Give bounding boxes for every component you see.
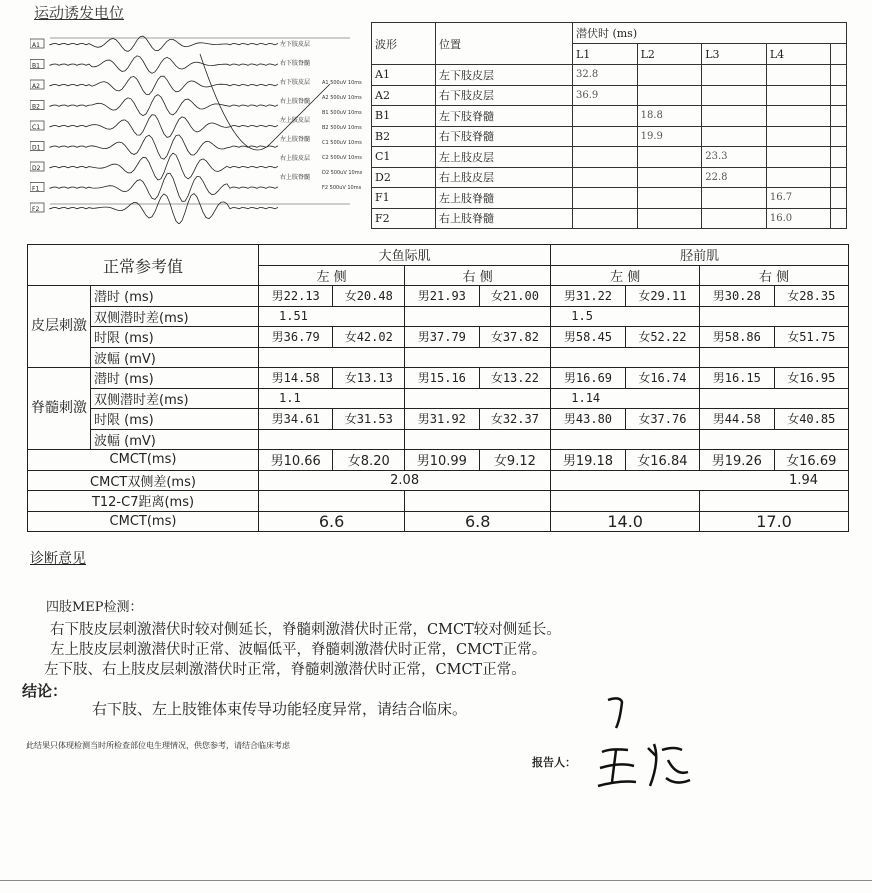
- latency-cell-l4: 16.0: [766, 208, 831, 229]
- latency-row: [372, 208, 847, 229]
- latency-cell-wave: C1: [372, 147, 436, 168]
- ref-cell: 男15.16: [405, 368, 479, 389]
- latency-cell-empty: [831, 85, 847, 106]
- latency-cell-l1: [572, 126, 637, 147]
- ref-row-label: 双侧潜时差(ms): [91, 388, 259, 409]
- latency-cell-empty: [831, 188, 847, 209]
- latency-cell-l3: [702, 208, 767, 229]
- latency-header-l4: L4: [766, 44, 831, 65]
- latency-cell-pos: 右下肢脊髓: [436, 126, 573, 147]
- ref-row-label: 潜时 (ms): [91, 368, 259, 389]
- ref-cell: 女37.82: [479, 327, 551, 348]
- latency-cell-l3: [702, 106, 767, 127]
- trace-label: A1: [32, 42, 40, 49]
- ref-cell: [700, 388, 849, 409]
- ref-cell: 女16.74: [625, 368, 699, 389]
- ref-cell: [405, 388, 551, 409]
- latency-table: [371, 22, 847, 229]
- latency-cell-l2: [637, 85, 702, 106]
- trace-line: [50, 56, 278, 74]
- ref-cell: 男16.69: [551, 368, 625, 389]
- latency-cell-l1: [572, 208, 637, 229]
- latency-cell-l1: [572, 147, 637, 168]
- latency-cell-l4: [766, 147, 831, 168]
- latency-cell-wave: A1: [372, 65, 436, 86]
- ref-cell: 女51.75: [774, 327, 848, 348]
- ref-cell: 男16.15: [700, 368, 774, 389]
- latency-cell-l2: [637, 208, 702, 229]
- trace-line: [50, 115, 278, 138]
- ref-cell: 女31.53: [333, 409, 405, 430]
- latency-cell-pos: 右上肢脊髓: [436, 208, 573, 229]
- trace-label: B2: [32, 103, 40, 111]
- latency-cell-wave: D2: [372, 167, 436, 188]
- ref-cell: [700, 347, 849, 368]
- cmct2-cell: 17.0: [700, 511, 849, 532]
- report-heading: 四肢MEP检测：: [46, 600, 143, 615]
- latency-cell-l2: [637, 188, 702, 209]
- ref-cell: 女13.13: [333, 368, 405, 389]
- channel-label: 左上肢皮层: [280, 117, 311, 124]
- trace-line: [50, 153, 278, 180]
- latency-cell-pos: 左下肢皮层: [436, 65, 573, 86]
- latency-cell-l1: 36.9: [572, 85, 637, 106]
- cmct-diff-2: 1.94: [551, 470, 849, 491]
- mep-waveform-panel: [30, 24, 370, 224]
- cmct2-cell: 6.8: [405, 511, 551, 532]
- t12-cell: [259, 491, 405, 512]
- ref-cell: 男31.22: [551, 286, 625, 307]
- latency-cell-l2: 18.8: [637, 106, 702, 127]
- latency-header-l3: L3: [702, 44, 767, 65]
- latency-cell-l3: [702, 126, 767, 147]
- latency-cell-l1: [572, 167, 637, 188]
- cmct-diff-1: 2.08: [259, 470, 551, 491]
- latency-cell-l1: [572, 188, 637, 209]
- ref-muscle-1: 大鱼际肌: [259, 245, 551, 266]
- report-line: 左下肢、右上肢皮层刺激潜伏时正常，脊髓刺激潜伏时正常，CMCT正常。: [44, 662, 526, 678]
- latency-cell-l2: [637, 65, 702, 86]
- latency-cell-l3: [702, 65, 767, 86]
- t12-cell: [700, 491, 849, 512]
- bottom-border: [0, 880, 872, 881]
- latency-cell-wave: A2: [372, 85, 436, 106]
- latency-cell-l1: 32.8: [572, 65, 637, 86]
- t12-label: T12-C7距离(ms): [28, 491, 259, 512]
- latency-cell-pos: 左下肢脊髓: [436, 106, 573, 127]
- ref-cell: [551, 429, 700, 450]
- cmct2-cell: 6.6: [259, 511, 405, 532]
- latency-cell-l3: 22.8: [702, 167, 767, 188]
- latency-row: [372, 65, 847, 86]
- latency-cell-l1: [572, 106, 637, 127]
- scale-label: C2 500uV 10ms: [322, 155, 362, 161]
- ref-cell: 女28.35: [774, 286, 848, 307]
- latency-cell-empty: [831, 65, 847, 86]
- scale-label: C1 500uV 10ms: [322, 140, 362, 146]
- latency-cell-l4: [766, 106, 831, 127]
- ref-cell: 女20.48: [333, 286, 405, 307]
- ref-cell: 男36.79: [259, 327, 333, 348]
- signature: [590, 690, 700, 790]
- cmct-cell: 女16.84: [625, 450, 699, 471]
- t12-cell: [551, 491, 700, 512]
- latency-cell-l4: [766, 126, 831, 147]
- t12-cell: [405, 491, 551, 512]
- latency-cell-pos: 右下肢皮层: [436, 85, 573, 106]
- ref-cell: [700, 429, 849, 450]
- ref-row-label: 双侧潜时差(ms): [91, 306, 259, 327]
- cmct-cell: 女16.69: [774, 450, 848, 471]
- latency-cell-empty: [831, 147, 847, 168]
- latency-cell-pos: 右上肢皮层: [436, 167, 573, 188]
- latency-cell-empty: [831, 126, 847, 147]
- ref-cell: 女29.11: [625, 286, 699, 307]
- ref-cell: 男14.58: [259, 368, 333, 389]
- ref-cell: 男30.28: [700, 286, 774, 307]
- trace-label: D2: [32, 165, 41, 172]
- ref-cell: [405, 429, 551, 450]
- latency-cell-l4: [766, 167, 831, 188]
- scale-label: B1 500uV 10ms: [322, 110, 362, 116]
- scale-label: A1 500uV 10ms: [322, 80, 362, 86]
- cmct-cell: 男10.99: [405, 450, 479, 471]
- channel-label: 左下肢皮层: [280, 41, 311, 48]
- latency-header-wave: 波形: [372, 23, 436, 65]
- channel-label: 左上肢脊髓: [280, 136, 311, 143]
- ref-cell: 1.14: [551, 388, 700, 409]
- channel-label: 右下肢皮层: [280, 79, 311, 86]
- trace-label: C1: [32, 124, 41, 131]
- report-line: 右下肢皮层刺激潜伏时较对侧延长，脊髓刺激潜伏时正常，CMCT较对侧延长。: [50, 622, 561, 638]
- section-title: 运动诱发电位: [34, 4, 125, 22]
- ref-cell: 男31.92: [405, 409, 479, 430]
- ref-cell: 男58.45: [551, 327, 625, 348]
- ref-row-label: 时限 (ms): [91, 327, 259, 348]
- trace-line: [50, 76, 278, 95]
- ref-cell: 1.51: [259, 306, 405, 327]
- ref-cell: 女42.02: [333, 327, 405, 348]
- ref-cell: [259, 347, 405, 368]
- channel-label: 右上肢脊髓: [280, 174, 311, 181]
- latency-cell-l3: 23.3: [702, 147, 767, 168]
- ref-cell: 男58.86: [700, 327, 774, 348]
- scale-label: B2 500uV 10ms: [322, 125, 362, 131]
- latency-header-l2: L2: [637, 44, 702, 65]
- cmct-label: CMCT(ms): [28, 450, 259, 471]
- latency-cell-l4: [766, 85, 831, 106]
- latency-header-pos: 位置: [436, 23, 573, 65]
- latency-cell-wave: B1: [372, 106, 436, 127]
- conclusion-text: 右下肢、左上肢锥体束传导功能轻度异常，请结合临床。: [92, 700, 468, 718]
- ref-cell: 女37.76: [625, 409, 699, 430]
- latency-cell-l3: [702, 85, 767, 106]
- latency-cell-pos: 左上肢皮层: [436, 147, 573, 168]
- ref-row-label: 波幅 (mV): [91, 347, 259, 368]
- ref-muscle-2: 胫前肌: [551, 245, 849, 266]
- cmct-cell: 女9.12: [479, 450, 551, 471]
- scale-label: F2 500uV 10ms: [322, 185, 362, 191]
- latency-cell-l4: [766, 65, 831, 86]
- ref-corner: 正常参考值: [28, 245, 259, 286]
- ref-cell: [700, 306, 849, 327]
- trace-label: F2: [32, 206, 40, 213]
- latency-row: [372, 188, 847, 209]
- ref-group-label: 脊髓刺激: [28, 368, 91, 450]
- ref-cell: 男37.79: [405, 327, 479, 348]
- latency-cell-empty: [831, 167, 847, 188]
- ref-cell: 女13.22: [479, 368, 551, 389]
- trace-line: [50, 36, 278, 51]
- ref-cell: 男43.80: [551, 409, 625, 430]
- latency-cell-wave: B2: [372, 126, 436, 147]
- latency-cell-wave: F2: [372, 208, 436, 229]
- ref-cell: [405, 347, 551, 368]
- cmct-cell: 女8.20: [333, 450, 405, 471]
- channel-label: 右上肢脊髓: [280, 98, 311, 105]
- channel-label: 右下肢脊髓: [280, 60, 311, 67]
- ref-cell: 男21.93: [405, 286, 479, 307]
- cmct2-label: CMCT(ms): [28, 511, 259, 532]
- cmct-diff-label: CMCT双侧差(ms): [28, 470, 259, 491]
- latency-row: [372, 147, 847, 168]
- reporter-label: 报告人：: [532, 756, 576, 769]
- ref-group-label: 皮层刺激: [28, 286, 91, 368]
- ref-cell: [259, 429, 405, 450]
- latency-cell-empty: [831, 106, 847, 127]
- latency-cell-l3: [702, 188, 767, 209]
- latency-cell-l2: 19.9: [637, 126, 702, 147]
- ref-right-2: 右 侧: [700, 265, 849, 286]
- reference-table: [27, 244, 849, 532]
- ref-cell: 女32.37: [479, 409, 551, 430]
- cmct-cell: 男19.18: [551, 450, 625, 471]
- ref-left-1: 左 侧: [259, 265, 405, 286]
- ref-cell: 男44.58: [700, 409, 774, 430]
- footnote: 此结果只体现检测当时所检查部位电生理情况，供您参考，请结合临床考虑: [26, 741, 290, 750]
- ref-cell: [551, 347, 700, 368]
- trace-line: [50, 95, 278, 116]
- conclusion-label: 结论：: [22, 682, 68, 700]
- cmct-cell: 男10.66: [259, 450, 333, 471]
- latency-row: [372, 167, 847, 188]
- trace-line: [50, 135, 278, 159]
- ref-cell: 女16.95: [774, 368, 848, 389]
- scale-label: D2 500uV 10ms: [322, 170, 363, 176]
- ref-row-label: 时限 (ms): [91, 409, 259, 430]
- latency-cell-l2: [637, 167, 702, 188]
- latency-cell-l2: [637, 147, 702, 168]
- report-line: 左上肢皮层刺激潜伏时正常、波幅低平，脊髓刺激潜伏时正常，CMCT正常。: [50, 642, 547, 658]
- trace-line: [50, 194, 278, 225]
- cmct-cell: 男19.26: [700, 450, 774, 471]
- ref-row-label: 波幅 (mV): [91, 429, 259, 450]
- ref-cell: 女21.00: [479, 286, 551, 307]
- ref-cell: 1.5: [551, 306, 700, 327]
- latency-header-l1: L1: [572, 44, 637, 65]
- latency-cell-empty: [831, 208, 847, 229]
- ref-cell: [405, 306, 551, 327]
- latency-row: [372, 106, 847, 127]
- ref-left-2: 左 侧: [551, 265, 700, 286]
- scale-label: A2 500uV 10ms: [322, 95, 362, 101]
- latency-row: [372, 126, 847, 147]
- ref-cell: 女52.22: [625, 327, 699, 348]
- trace-label: D1: [32, 144, 41, 152]
- trace-label: B1: [32, 62, 40, 70]
- latency-header-top: 潜伏时 (ms): [572, 23, 846, 44]
- ref-cell: 男34.61: [259, 409, 333, 430]
- ref-cell: 1.1: [259, 388, 405, 409]
- cmct2-cell: 14.0: [551, 511, 700, 532]
- ref-row-label: 潜时 (ms): [91, 286, 259, 307]
- latency-row: [372, 85, 847, 106]
- latency-cell-wave: F1: [372, 188, 436, 209]
- ref-cell: 女40.85: [774, 409, 848, 430]
- ref-right-1: 右 侧: [405, 265, 551, 286]
- trace-overlay: [200, 54, 330, 150]
- trace-line: [50, 173, 278, 201]
- diagnosis-title: 诊断意见: [30, 551, 86, 567]
- ref-cell: 男22.13: [259, 286, 333, 307]
- trace-label: F1: [32, 185, 40, 193]
- latency-header-empty: [831, 44, 847, 65]
- latency-cell-pos: 左上肢脊髓: [436, 188, 573, 209]
- trace-label: A2: [32, 83, 40, 90]
- channel-label: 右上肢皮层: [280, 155, 311, 162]
- latency-cell-l4: 16.7: [766, 188, 831, 209]
